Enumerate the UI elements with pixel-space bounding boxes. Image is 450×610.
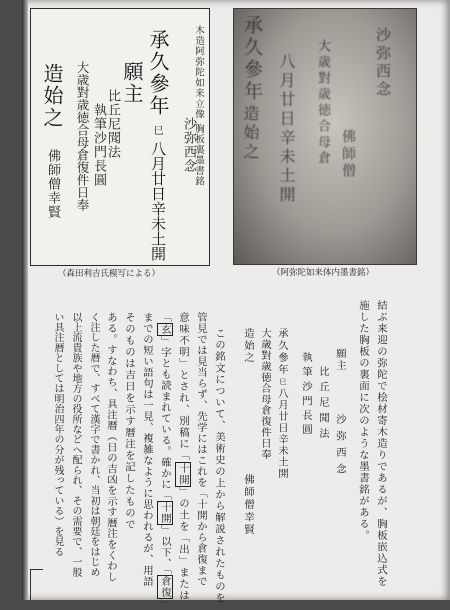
transcription-col: 佛師僧幸賢 — [45, 149, 60, 219]
inscription-date: 承久參年 — [276, 328, 288, 376]
photo-ink-col: 八月廿日辛未土開 — [277, 53, 296, 205]
body-line: までの短い語句は一見、複雑なように思われるが、用語 — [141, 312, 153, 587]
transcription-col: 造始之 — [40, 63, 64, 129]
body-line: そのものは吉日を示す暦注を記したもので — [123, 312, 135, 531]
transcription-col: 執筆沙門長圓 — [91, 103, 106, 187]
photo-ink-col: 大歳對歳徳合母倉 — [315, 39, 330, 167]
body-line: い具注暦としては明治四年の分が残っている）を見る — [52, 312, 63, 557]
body-line: く注した暦で、すべて漢字で書かれ、当初は朝廷をはじめ — [88, 312, 99, 578]
photo-ink-col: 承久參年 — [241, 15, 263, 103]
transcription-col: 沙弥西念 — [181, 117, 196, 173]
inscription-label: 願主 — [334, 348, 346, 372]
inscription-line: 佛師僧幸賢 — [242, 474, 254, 536]
inscription-date-note: 巳 — [279, 378, 287, 387]
inscription-date: 八月廿日辛未土開 — [276, 388, 288, 480]
transcription-col: 比丘尼聞法 — [105, 89, 120, 159]
body-line: 施した胸板の裏面に次のような墨書銘がある。 — [357, 300, 369, 542]
body-line: 以上流貴族や地方の役所などへ配られ、その需要で、一般 — [70, 312, 81, 578]
body-line: 管見では見当らず、先学にはこれを「十開から倉復まで — [195, 312, 207, 587]
figure-transcription — [30, 8, 210, 266]
figure-header: 木造阿弥陀如来立像 胸板裏墨書銘 — [193, 25, 204, 187]
figure-photo — [233, 8, 417, 265]
inscription-name: 沙弥西念 — [334, 414, 346, 480]
body-line: 「玄」字とも読まれている。確かに「十開」以下、「倉復」 — [159, 312, 171, 610]
body-line: 意味不明」とされ、別稿に「十開」の土を「出」または — [177, 312, 189, 602]
inscription-line: 比丘尼聞法 — [317, 366, 329, 443]
body-line: ある。すなわち、具注暦（日の吉凶を示す暦注をくわし — [105, 312, 117, 582]
corner-bracket — [30, 569, 43, 600]
figure-caption-left: （森田利吉氏模写による） — [58, 269, 161, 279]
photo-ink-col: 沙弥西念 — [374, 27, 392, 99]
transcription-note: 巳 — [151, 125, 162, 136]
inscription-line: 執筆沙門長圓 — [300, 352, 312, 439]
page-gutter — [22, 0, 28, 600]
transcription-col: 大歳對歳徳合母倉復件日奉 — [75, 61, 90, 211]
inscription-line: 大歳對歳徳合母倉復件日奉 — [259, 328, 271, 460]
inscription-line: 造始之 — [242, 328, 254, 364]
photo-ink-col: 造始之 — [241, 105, 260, 162]
body-line: 結ぶ来迎の弥陀で桧材寄木造りであるが、胸板嵌込式を — [375, 300, 387, 588]
photo-ink-col: 佛師僧 — [340, 129, 356, 180]
transcription-col: 承久參年 — [146, 29, 170, 117]
transcription-col: 願主 — [120, 61, 144, 105]
body-line: この銘文について、美術史の上から解説されたものを — [213, 328, 225, 604]
figure-caption-right: （阿弥陀如来体内墨書銘） — [272, 268, 375, 278]
transcription-col: 八月廿日辛未土開 — [149, 141, 167, 261]
